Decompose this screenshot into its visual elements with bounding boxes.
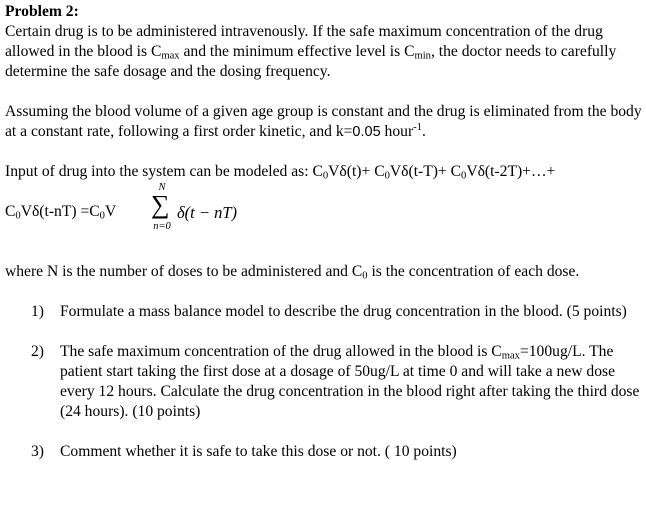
problem-document <box>5 2 643 462</box>
question-1 <box>5 302 643 322</box>
intro-text-1: Certain drug is to be administered intravenously. If the safe maximum concentration of the drug allowed in the blood is C <box>5 23 603 60</box>
assumption-text: Assuming the blood volume of a given age group is constant and the drug is eliminated from the body at a constant rate, following a first order kinetic, and k= <box>5 103 642 140</box>
c0-subscript-4: 0 <box>15 210 21 222</box>
intro-text-2: and the minimum effective level is C <box>179 43 415 60</box>
c0-subscript-1: 0 <box>322 170 329 182</box>
question-3-text: Comment whether it is safe to take this dose or not. ( 10 points) <box>60 443 457 460</box>
question-2-text-2: =100ug/L. The patient start taking the first dose at a dosage of 50ug/L at time 0 and will take a new dose every 12 hours. Calculate the drug concentration in the blood right after taking the third dose (24 hours). (10 points) <box>60 343 640 420</box>
question-1-text: Formulate a mass balance model to describe the drug concentration in the blood. (5 points) <box>60 303 627 320</box>
question-3-marker: 3) <box>31 443 44 460</box>
question-2-cmax-subscript: max <box>501 350 520 362</box>
problem-title: Problem 2: <box>5 3 79 20</box>
summation-equation <box>5 182 643 244</box>
eq-v: V <box>104 203 117 220</box>
assumption-end: . <box>421 123 426 140</box>
question-2 <box>5 342 643 422</box>
intro-text-3: , the doctor needs to carefully determine the safe dosage and the dosing frequency. <box>5 43 617 80</box>
eq-term: Vδ(t-nT) =C <box>20 203 100 220</box>
sum-lower-limit: n=0 <box>153 221 171 232</box>
c0-subscript-3: 0 <box>461 170 467 182</box>
question-3 <box>5 442 643 462</box>
input-term-3: Vδ(t-2T)+…+ <box>466 163 556 180</box>
sigma-symbol: ∑ <box>151 190 170 219</box>
input-term-1: Vδ(t)+ C <box>328 163 385 180</box>
sum-upper-limit: N <box>158 182 166 193</box>
k-unit-exponent: -1 <box>413 122 422 134</box>
c0-subscript-5: 0 <box>99 210 105 222</box>
input-model-line <box>5 162 643 182</box>
question-2-marker: 2) <box>31 343 44 360</box>
assumption-paragraph <box>5 102 643 142</box>
where-text-2: is the concentration of each dose. <box>367 263 580 280</box>
intro-paragraph <box>5 22 643 82</box>
question-2-text-1: The safe maximum concentration of the drug allowed in the blood is C <box>60 343 502 360</box>
eq-c: C <box>5 203 16 220</box>
where-paragraph <box>5 262 643 282</box>
sum-body: δ(t − nT) <box>177 203 238 222</box>
input-term-2: Vδ(t-T)+ C <box>389 163 462 180</box>
k-value: 0.05 <box>352 124 381 140</box>
k-unit: hour <box>380 123 414 140</box>
cmin-subscript: min <box>414 50 431 62</box>
equation-left-side <box>5 202 116 222</box>
cmax-subscript: max <box>161 50 180 62</box>
question-2-text <box>60 342 643 422</box>
question-1-marker: 1) <box>31 303 44 320</box>
input-model-prefix: Input of drug into the system can be modeled as: C <box>5 163 323 180</box>
c0-subscript-2: 0 <box>384 170 390 182</box>
c0-subscript-6: 0 <box>362 270 368 282</box>
where-text-1: where N is the number of doses to be administered and C <box>5 263 363 280</box>
